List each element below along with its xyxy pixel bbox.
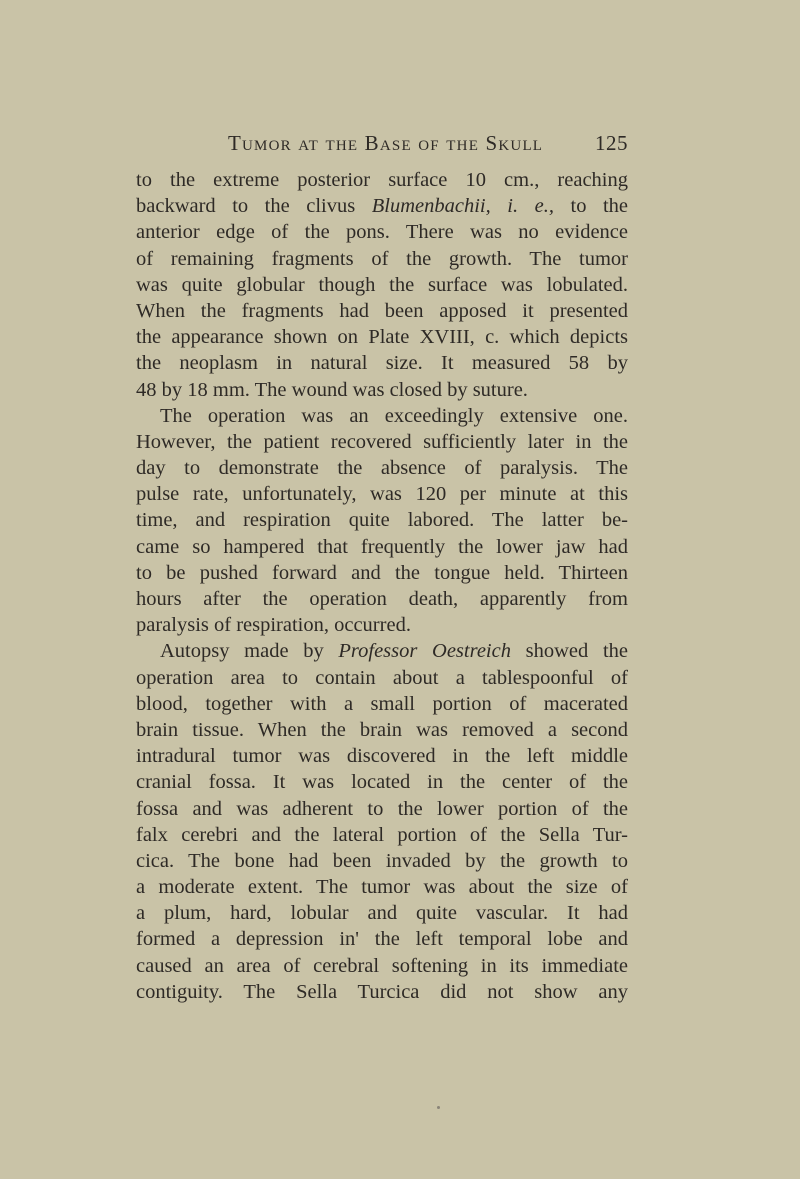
text-line (136, 507, 628, 533)
text-segment: pulse rate, unfortunately, was 120 per minute at this (136, 483, 628, 506)
italic-text-segment: Professor Oestreich (338, 640, 511, 663)
text-segment: to the (553, 195, 629, 218)
text-line (136, 612, 628, 638)
text-line (136, 717, 628, 743)
text-line (136, 822, 628, 848)
text-line (136, 953, 628, 979)
text-segment: contiguity. The Sella Turcica did not show any (136, 980, 628, 1003)
italic-text-segment: Blumenbachii, i. e., (371, 195, 554, 218)
text-segment: to be pushed forward and the tongue held. Thirteen (136, 561, 628, 584)
text-line (136, 638, 628, 664)
text-segment: operation area to contain about a tablespoonful of (136, 666, 628, 689)
text-segment: When the fragments had been apposed it presented (136, 299, 628, 322)
text-line (136, 926, 628, 952)
text-line (136, 560, 628, 586)
text-segment: of remaining fragments of the growth. The tumor (136, 247, 628, 270)
body-text (136, 167, 628, 1005)
text-segment: brain tissue. When the brain was removed a second (136, 718, 628, 741)
text-line (136, 691, 628, 717)
text-segment: hours after the operation death, apparently from (136, 588, 628, 610)
text-segment: The operation was an exceedingly extensive one. (160, 404, 628, 427)
paper-speck (437, 1106, 440, 1109)
text-segment: the neoplasm in natural size. It measured 58 by (136, 352, 628, 375)
text-line (136, 979, 628, 1005)
text-line (136, 586, 628, 612)
text-line (136, 272, 628, 298)
text-segment: came so hampered that frequently the lower jaw had (136, 535, 628, 558)
text-segment: a plum, hard, lobular and quite vascular. It had (136, 902, 628, 925)
text-segment: day to demonstrate the absence of paralysis. The (136, 457, 628, 480)
text-line (136, 900, 628, 926)
text-line (136, 350, 628, 376)
text-line (136, 743, 628, 769)
text-line (136, 796, 628, 822)
text-line (136, 167, 628, 193)
text-segment: time, and respiration quite labored. The latter be- (136, 509, 628, 532)
text-line (136, 665, 628, 691)
running-head (228, 131, 628, 156)
text-line (136, 324, 628, 350)
text-segment: However, the patient recovered sufficiently later in the (136, 430, 628, 453)
text-line (136, 193, 628, 219)
text-line (136, 534, 628, 560)
text-segment: fossa and was adherent to the lower portion of the (136, 797, 628, 820)
text-segment: caused an area of cerebral softening in its immediate (136, 954, 628, 977)
text-segment: backward to the clivus (136, 195, 372, 218)
page-number: 125 (595, 131, 628, 155)
text-line (136, 246, 628, 272)
text-line (136, 219, 628, 245)
text-line (136, 455, 628, 481)
text-segment: cranial fossa. It was located in the center of the (136, 771, 628, 794)
text-line (136, 769, 628, 795)
text-line (136, 298, 628, 324)
text-segment: the appearance shown on Plate XVIII, c. which depicts (136, 326, 628, 349)
text-segment: to the extreme posterior surface 10 cm., reaching (136, 169, 628, 191)
text-segment: falx cerebri and the lateral portion of the Sella Tur- (136, 823, 628, 846)
text-line (136, 874, 628, 900)
text-segment: 48 by 18 mm. The wound was closed by suture. (136, 378, 528, 401)
text-segment: anterior edge of the pons. There was no evidence (136, 221, 628, 244)
text-line (136, 403, 628, 429)
text-segment: paralysis of respiration, occurred. (136, 614, 411, 637)
text-line (136, 481, 628, 507)
text-segment: formed a depression in' the left temporal lobe and (136, 928, 628, 951)
text-segment: a moderate extent. The tumor was about the size of (136, 876, 628, 899)
text-line (136, 377, 628, 403)
chapter-title: Tumor at the Base of the Skull (228, 131, 544, 155)
text-segment: was quite globular though the surface was lobulated. (136, 273, 628, 296)
text-segment: cica. The bone had been invaded by the growth to (136, 849, 628, 872)
text-segment: showed the (510, 640, 628, 663)
text-segment: blood, together with a small portion of macerated (136, 692, 628, 715)
text-line (136, 429, 628, 455)
text-line (136, 848, 628, 874)
text-segment: intradural tumor was discovered in the left middle (136, 745, 628, 768)
text-segment: Autopsy made by (160, 640, 339, 663)
